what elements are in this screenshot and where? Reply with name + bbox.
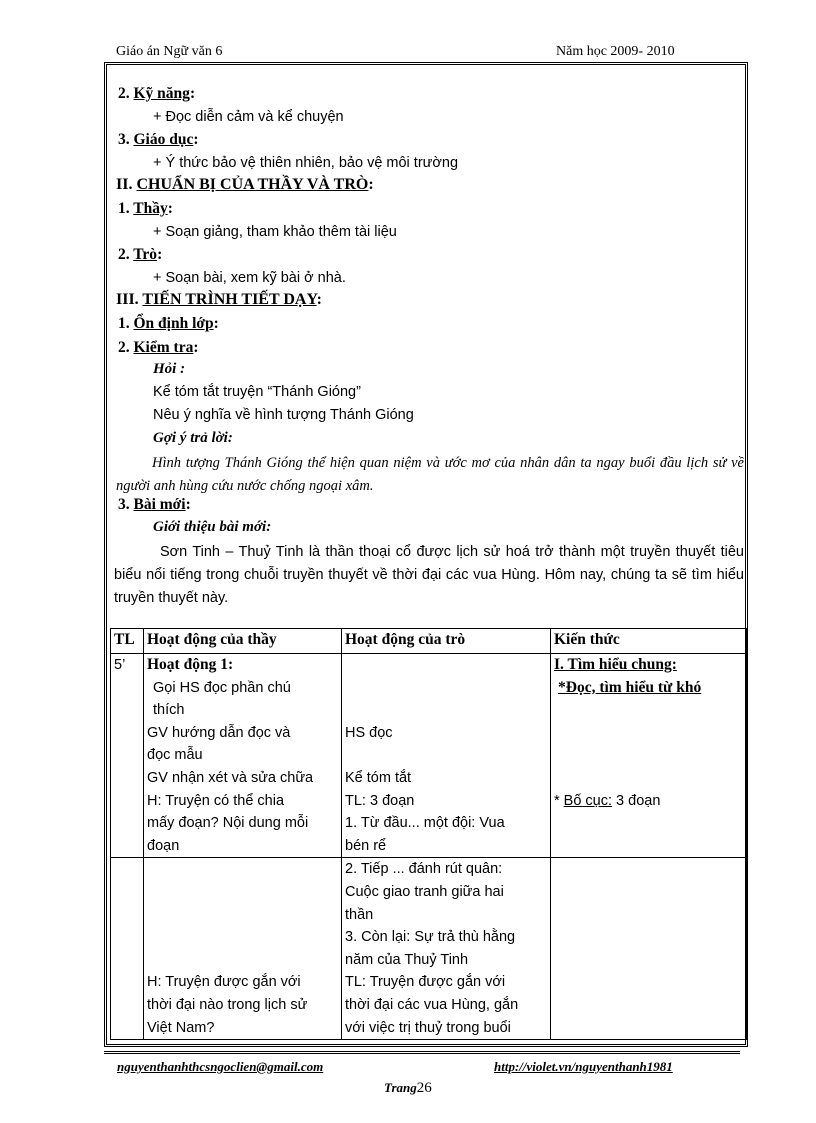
teacher-heading: 1. Thầy: (118, 200, 173, 217)
footer-url-link[interactable]: http://violet.vn/nguyenthanh1981 (494, 1059, 673, 1074)
table-row (111, 654, 747, 858)
footer-email-link[interactable]: nguyenthanhthcsngoclien@gmail.com (117, 1059, 324, 1074)
intro-paragraph: Sơn Tinh – Thuỷ Tinh là thần thoại cổ được lịch sử hoá trở thành một truyền thuyết tiêu biểu nổi tiếng trong chuỗi truyền thuyết về thời đại các vua Hùng. Hôm nay, chúng ta sẽ tìm hiểu truyền thuyết này. (114, 544, 744, 606)
intro-label: Giới thiệu bài mới: (153, 519, 272, 535)
page-number: Trang26 (384, 1080, 432, 1096)
question-1: Kể tóm tắt truyện “Thánh Gióng” (153, 384, 361, 400)
student-text: + Soạn bài, xem kỹ bài ở nhà. (153, 270, 346, 286)
header-left: Giáo án Ngữ văn 6 (116, 44, 223, 59)
skill-heading: 2. Kỹ năng: (118, 85, 196, 102)
part-ii-heading: II. CHUẨN BỊ CỦA THẦY VÀ TRÒ: (116, 176, 374, 193)
col-header-teacher: Hoạt động của thầy (144, 629, 342, 654)
student-heading: 2. Trò: (118, 246, 163, 263)
table-row (111, 858, 747, 1040)
header-right: Năm học 2009- 2010 (556, 44, 675, 59)
skill-text: + Đọc diễn cảm và kể chuyện (153, 109, 344, 125)
teacher-text: + Soạn giảng, tham khảo thêm tài liệu (153, 224, 397, 240)
footer-divider (104, 1051, 740, 1054)
education-text: + Ý thức bảo vệ thiên nhiên, bảo vệ môi trường (153, 155, 459, 171)
education-heading: 3. Giáo dục: (118, 131, 199, 148)
col-header-tl: TL (111, 629, 144, 654)
col-header-knowledge: Kiến thức (551, 629, 747, 654)
answer-text: Hình tượng Thánh Gióng thể hiện quan niệm và ước mơ của nhân dân ta ngay buổi đầu lịch sử về người anh hùng cứu nước chống ngoại xâm. (116, 455, 744, 494)
lesson-table (110, 628, 747, 1040)
class-order-heading: 1. Ổn định lớp: (118, 315, 219, 332)
part-iii-heading: III. TIẾN TRÌNH TIẾT DẠY: (116, 291, 322, 308)
structure-note: * Bố cục: 3 đoạn (554, 792, 661, 809)
col-header-student: Hoạt động của trò (342, 629, 551, 654)
question-label: Hỏi : (153, 361, 186, 377)
student-cell: HS đọc Kể tóm tắt TL: 3 đoạn 1. Từ đầu... một đội: Vua bén rể (342, 654, 551, 858)
check-heading: 2. Kiểm tra: (118, 339, 199, 356)
student-cell: 2. Tiếp ... đánh rút quân: Cuộc giao tranh giữa hai thần 3. Còn lại: Sự trả thù hằng năm của Thuỷ Tinh TL: Truyện được gắn với thời đại các vua Hùng, gắn với việc trị thuỷ trong buổi (342, 858, 551, 1040)
teacher-cell: H: Truyện được gắn với thời đại nào trong lịch sử Việt Nam? (144, 858, 342, 1040)
question-2: Nêu ý nghĩa về hình tượng Thánh Gióng (153, 407, 414, 423)
knowledge-cell (551, 858, 747, 1040)
new-lesson-heading: 3. Bài mới: (118, 496, 191, 513)
time-cell (111, 858, 144, 1040)
table-header-row (111, 629, 747, 654)
teacher-cell: Hoạt động 1: Gọi HS đọc phần chú thích GV hướng dẫn đọc và đọc mẫu GV nhận xét và sửa chữa H: Truyện có thể chia mấy đoạn? Nội dung mỗi đoạn (144, 654, 342, 858)
time-cell: 5’ (111, 654, 144, 858)
answer-hint-label: Gợi ý trả lời: (153, 430, 233, 446)
knowledge-cell: I. Tìm hiểu chung: *Đọc, tìm hiểu từ khó * Bố cục: 3 đoạn (551, 654, 747, 858)
